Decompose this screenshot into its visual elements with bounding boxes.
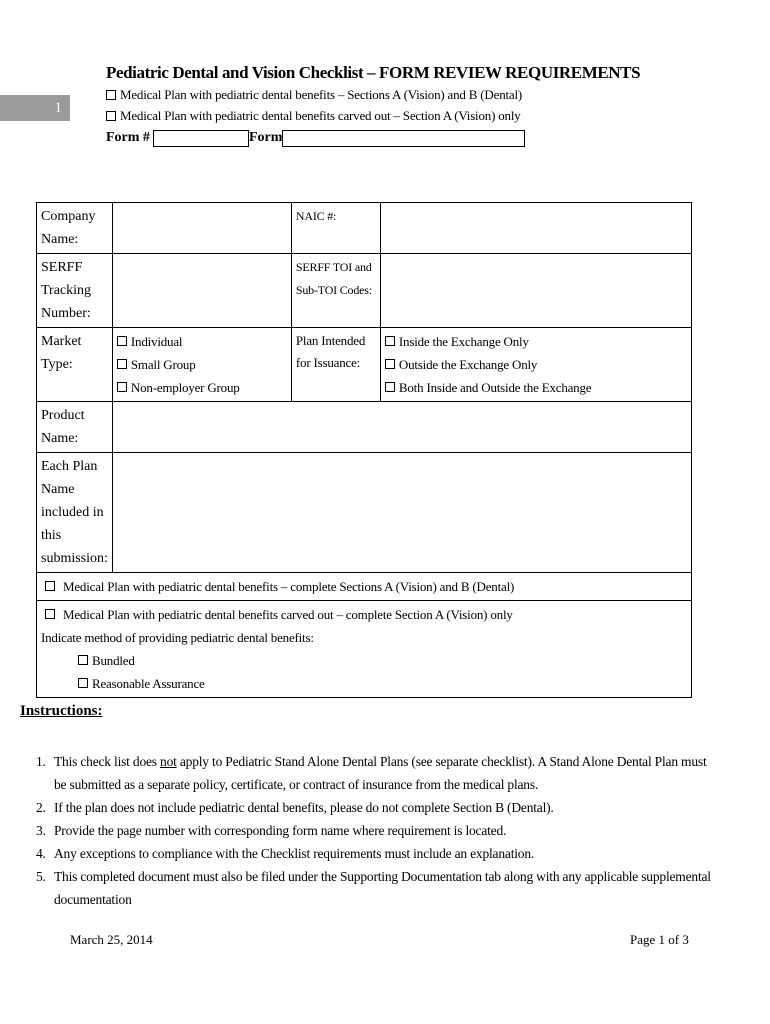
instructions-list bbox=[36, 750, 716, 911]
product-name-field[interactable] bbox=[112, 402, 691, 453]
individual-checkbox[interactable] bbox=[117, 336, 127, 346]
issuance-option-inside[interactable]: Inside the Exchange Only bbox=[385, 330, 687, 353]
market-option-individual[interactable]: Individual bbox=[117, 330, 287, 353]
form-number-label: Form # bbox=[106, 130, 150, 145]
instruction-item: 5. This completed document must also be filed under the Supporting Documentation tab along with any applicable supplemental documentation bbox=[36, 869, 711, 907]
form-number-field[interactable] bbox=[153, 130, 249, 147]
bundled-checkbox[interactable] bbox=[78, 655, 88, 665]
market-option-non-employer[interactable]: Non-employer Group bbox=[117, 376, 287, 399]
form-fields-row bbox=[106, 127, 526, 149]
non-employer-checkbox[interactable] bbox=[117, 382, 127, 392]
header-carved-out-checkbox[interactable] bbox=[106, 111, 116, 121]
instruction-item: 1. This check list does not apply to Pediatric Stand Alone Dental Plans (see separate checklist). A Stand Alone Dental Plan must be submitted as a separate policy, certificate, or contract of insurance from the medical plans. bbox=[36, 754, 707, 792]
company-name-field[interactable] bbox=[112, 203, 291, 254]
reasonable-assurance-checkbox[interactable] bbox=[78, 678, 88, 688]
small-group-checkbox[interactable] bbox=[117, 359, 127, 369]
footer-page-number: Page 1 of 3 bbox=[630, 932, 689, 947]
carved-out-option-checkbox[interactable] bbox=[45, 609, 55, 619]
naic-label: NAIC #: bbox=[291, 203, 380, 254]
footer-date: March 25, 2014 bbox=[70, 932, 153, 947]
naic-field[interactable] bbox=[380, 203, 691, 254]
method-label: Indicate method of providing pediatric dental benefits: bbox=[41, 630, 314, 645]
instruction-item: 2. If the plan does not include pediatric dental benefits, please do not complete Section B (Dental). bbox=[36, 800, 554, 815]
form-name-field[interactable] bbox=[282, 130, 525, 147]
plan-intended-label: Plan Intended for Issuance: bbox=[291, 328, 380, 402]
instruction-item: 3. Provide the page number with corresponding form name where requirement is located. bbox=[36, 823, 507, 838]
product-name-label: Product Name: bbox=[37, 402, 113, 453]
dental-option-checkbox[interactable] bbox=[45, 581, 55, 591]
issuance-options bbox=[380, 328, 691, 402]
serff-tracking-field[interactable] bbox=[112, 254, 291, 328]
header-option-carved-out: Medical Plan with pediatric dental benefits carved out – Section A (Vision) only bbox=[106, 105, 526, 126]
issuance-option-outside[interactable]: Outside the Exchange Only bbox=[385, 353, 687, 376]
page-title: Pediatric Dental and Vision Checklist – FORM REVIEW REQUIREMENTS bbox=[106, 63, 641, 82]
market-option-small-group[interactable]: Small Group bbox=[117, 353, 287, 376]
serff-toi-label: SERFF TOI and Sub-TOI Codes: bbox=[291, 254, 380, 328]
header-dental-checkbox[interactable] bbox=[106, 90, 116, 100]
market-type-label: Market Type: bbox=[37, 328, 113, 402]
page-number-badge: 1 bbox=[0, 95, 70, 121]
serff-tracking-label: SERFF Tracking Number: bbox=[37, 254, 113, 328]
issuance-option-both[interactable]: Both Inside and Outside the Exchange bbox=[385, 376, 687, 399]
both-exchange-checkbox[interactable] bbox=[385, 382, 395, 392]
form-name-label: Form bbox=[248, 130, 283, 145]
serff-toi-field[interactable] bbox=[380, 254, 691, 328]
inside-exchange-checkbox[interactable] bbox=[385, 336, 395, 346]
instruction-item: 4. Any exceptions to compliance with the Checklist requirements must include an explanation. bbox=[36, 846, 535, 861]
company-name-label: Company Name: bbox=[37, 203, 113, 254]
document-header bbox=[106, 62, 641, 149]
each-plan-name-field[interactable] bbox=[112, 453, 691, 573]
method-option-bundled[interactable]: Bundled bbox=[41, 649, 687, 672]
dental-option-row[interactable]: Medical Plan with pediatric dental benefits – complete Sections A (Vision) and B (Dental) bbox=[37, 573, 692, 601]
method-option-reasonable-assurance[interactable]: Reasonable Assurance bbox=[41, 672, 687, 695]
market-type-options bbox=[112, 328, 291, 402]
each-plan-name-label: Each Plan Name included in this submission: bbox=[37, 453, 113, 573]
carved-out-section bbox=[37, 601, 692, 698]
outside-exchange-checkbox[interactable] bbox=[385, 359, 395, 369]
carved-out-option-row[interactable]: Medical Plan with pediatric dental benefits carved out – complete Section A (Vision) only bbox=[41, 603, 687, 626]
header-option-dental: Medical Plan with pediatric dental benefits – Sections A (Vision) and B (Dental) bbox=[106, 84, 526, 105]
submission-info-table bbox=[36, 202, 692, 698]
instructions-heading: Instructions: bbox=[20, 703, 103, 719]
